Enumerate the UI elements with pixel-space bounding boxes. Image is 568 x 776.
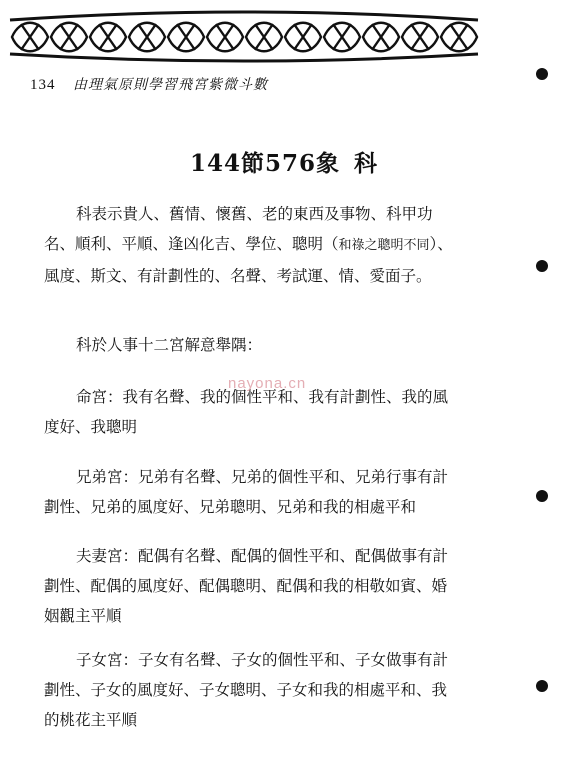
celtic-knot-border: [8, 6, 480, 66]
paragraph-children-palace: [44, 645, 456, 735]
binder-hole: [536, 68, 548, 80]
paragraph-intro-main: 科表示貴人、舊情、懷舊、老的東西及事物、科甲功名、順利、平順、逢凶化吉、學位、聰明（: [44, 205, 433, 253]
paragraph-life-palace-text: 命宮：我有名聲、我的個性平和、我有計劃性、我的風度好、我聰明: [44, 388, 449, 436]
binder-hole: [536, 680, 548, 692]
paragraph-spouse-palace-text: 夫妻宮：配偶有名聲、配偶的個性平和、配偶做事有計劃性、配偶的風度好、配偶聰明、配偶和我的相敬如賓、婚姻觀主平順: [44, 547, 449, 625]
paragraph-intro-note: 和祿之聰明不同: [338, 238, 430, 253]
binder-hole: [536, 260, 548, 272]
book-title: 由理氣原則學習飛宮紫微斗數: [72, 77, 268, 93]
section-heading: [0, 145, 568, 178]
section-heading-number: 144節576象: [189, 150, 341, 177]
watermark: nayona.cn: [228, 375, 307, 392]
paragraph-spouse-palace: [44, 541, 456, 631]
page-number: 134: [30, 77, 56, 93]
paragraph-siblings-palace-text: 兄弟宮：兄弟有名聲、兄弟的個性平和、兄弟行事有計劃性、兄弟的風度好、兄弟聰明、兄弟和我的相處平和: [44, 468, 449, 516]
paragraph-list-intro-text: 科於人事十二宮解意舉隅：: [76, 336, 263, 354]
running-header: [30, 74, 268, 94]
paragraph-intro-tail: ）、風度、斯文、有計劃性的、名聲、考試運、情、愛面子。: [44, 235, 453, 285]
paragraph-list-intro: [44, 330, 456, 360]
section-heading-word: 科: [354, 150, 379, 177]
paragraph-siblings-palace: [44, 462, 456, 522]
paragraph-children-palace-text: 子女宮：子女有名聲、子女的個性平和、子女做事有計劃性、子女的風度好、子女聰明、子女和我的相處平和、我的桃花主平順: [44, 651, 449, 729]
binder-hole: [536, 490, 548, 502]
paragraph-intro: [44, 199, 456, 291]
